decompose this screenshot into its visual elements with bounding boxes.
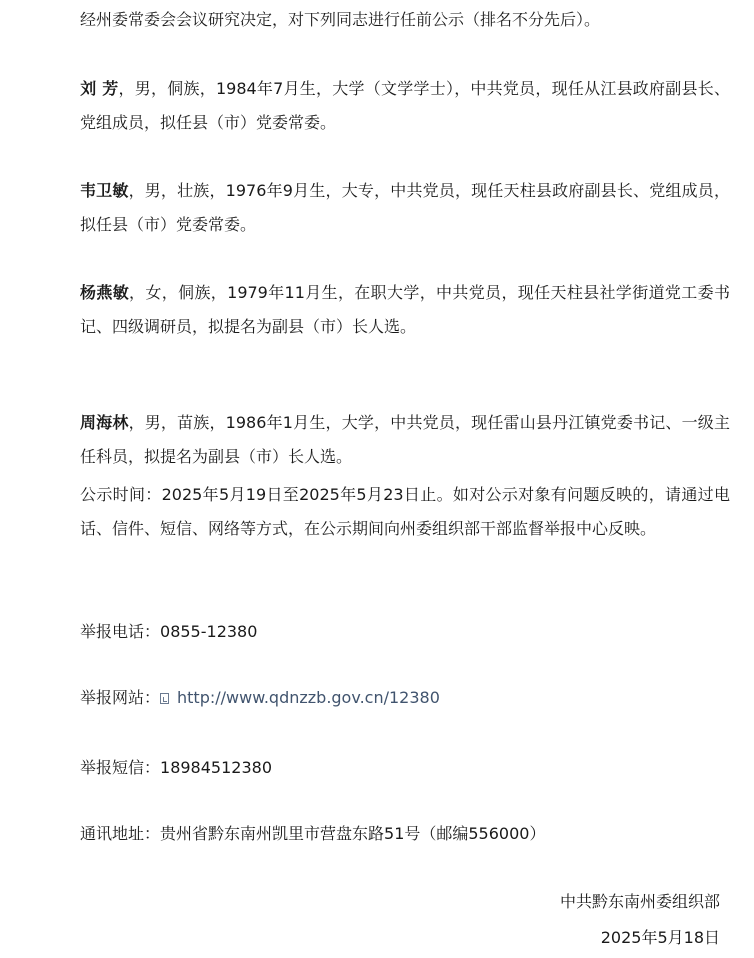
candidate-name: 韦卫敏 [80,181,129,200]
candidate-details: ，男，侗族，1984年7月生，大学（文学学士），中共党员，现任从江县政府副县长、党组成员，拟任县（市）党委常委。 [80,79,730,132]
mailing-address-label: 通讯地址： [80,824,161,843]
report-phone-label: 举报电话： [80,622,161,641]
candidate-name: 杨燕敏 [80,283,130,302]
candidate-name: 刘 芳 [80,79,119,98]
external-link-icon [160,693,169,704]
candidate-entry [80,276,730,344]
report-sms-value: 18984512380 [160,758,272,777]
report-website-link[interactable]: http://www.qdnzzb.gov.cn/12380 [177,688,440,707]
mailing-address-value: 贵州省黔东南州凯里市营盘东路51号（邮编556000） [160,824,546,843]
intro-text: 经州委常委会会议研究决定，对下列同志进行任前公示（排名不分先后）。 [80,10,601,29]
candidate-name: 周海林 [80,413,129,432]
issuing-organization: 中共黔东南州委组织部 [559,892,720,911]
candidate-details: ，男，壮族，1976年9月生，大专，中共党员，现任天柱县政府副县长、党组成员，拟任县（市）党委常委。 [80,181,730,234]
candidate-details: ，男，苗族，1986年1月生，大学，中共党员，现任雷山县丹江镇党委书记、一级主任科员，拟提名为副县（市）长人选。 [80,413,730,466]
candidate-entry [80,174,730,242]
report-sms-label: 举报短信： [80,758,161,777]
report-website-label: 举报网站： [80,688,161,707]
report-sms [80,756,272,780]
issue-date: 2025年5月18日 [600,928,720,947]
report-phone-value: 0855-12380 [160,622,258,641]
candidate-details: ，女，侗族，1979年11月生，在职大学，中共党员，现任天柱县社学街道党工委书记、四级调研员，拟提名为副县（市）长人选。 [80,283,730,336]
mailing-address [80,822,545,846]
candidate-entry [80,406,730,474]
report-phone [80,620,257,644]
report-website [80,686,440,710]
candidate-entry [80,72,730,140]
notice-text: 公示时间：2025年5月19日至2025年5月23日止。如对公示对象有问题反映的，请通过电话、信件、短信、网络等方式，在公示期间向州委组织部干部监督举报中心反映。 [80,485,730,538]
